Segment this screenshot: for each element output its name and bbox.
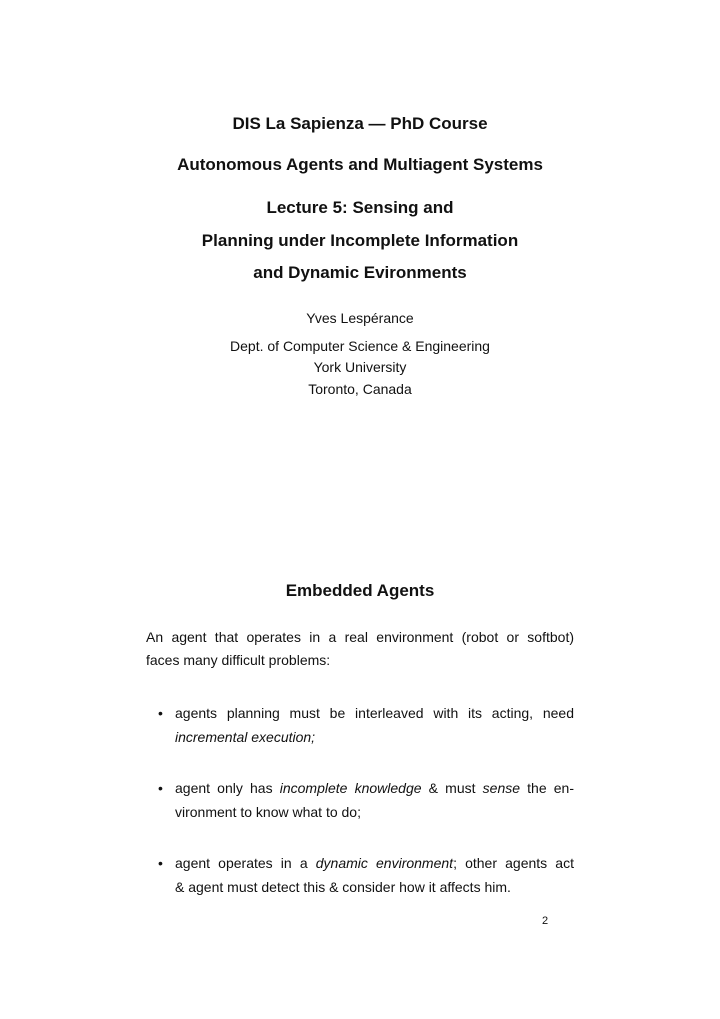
author-name: Yves Lespérance (306, 310, 414, 326)
intro-line-1: An agent that operates in a real environment (robot or softbot) (146, 629, 574, 645)
subject-title: Autonomous Agents and Multiagent Systems (177, 155, 543, 174)
lecture-title-line-1: Lecture 5: Sensing and (266, 198, 454, 217)
section-heading: Embedded Agents (285, 581, 435, 600)
emphasis-incomplete-knowledge: incomplete knowledge (279, 780, 422, 796)
bullet-dot: • (158, 780, 163, 796)
author-university: York University (313, 359, 407, 375)
bullet-1-emphasis: incremental execution; (175, 729, 316, 745)
author-department: Dept. of Computer Science & Engineering (230, 338, 490, 354)
lecture-title-line-3: and Dynamic Evironments (253, 263, 467, 282)
bullet-3-line-1: agent operates in a dynamic environment; other agents act (175, 855, 574, 871)
bullet-3-line-2: & agent must detect this & consider how it affects him. (175, 879, 511, 895)
bullet-dot: • (158, 705, 163, 721)
author-location: Toronto, Canada (308, 381, 412, 397)
bullet-dot: • (158, 855, 163, 871)
course-title: DIS La Sapienza — PhD Course (232, 114, 488, 133)
emphasis-sense: sense (482, 780, 521, 796)
emphasis-dynamic-environment: dynamic environment (315, 855, 454, 871)
intro-line-2: faces many difficult problems: (146, 652, 331, 668)
lecture-title-line-2: Planning under Incomplete Information (201, 231, 519, 250)
bullet-2-line-1: agent only has incomplete knowledge & must sense the en- (175, 780, 575, 796)
bullet-2-line-2: vironment to know what to do; (175, 804, 361, 820)
bullet-1-line-1: agents planning must be interleaved with its acting, need (175, 705, 574, 721)
page-number: 2 (541, 915, 549, 927)
intro-paragraph (146, 626, 574, 672)
